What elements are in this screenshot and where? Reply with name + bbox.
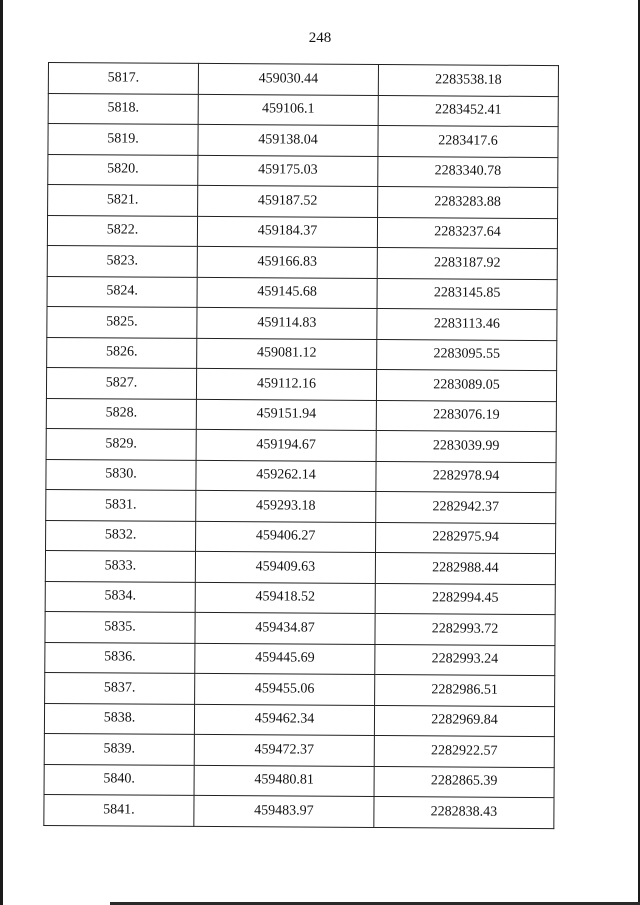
point-number-cell: 5832. xyxy=(46,520,196,551)
x-coordinate-cell: 459030.44 xyxy=(198,63,378,95)
table-row xyxy=(46,459,556,493)
x-coordinate-cell: 459112.16 xyxy=(196,368,376,400)
point-number-cell: 5826. xyxy=(47,337,197,368)
x-coordinate-cell: 459081.12 xyxy=(197,338,377,370)
x-coordinate-cell: 459462.34 xyxy=(194,704,374,736)
point-number-cell: 5824. xyxy=(47,276,197,307)
table-row xyxy=(46,398,556,432)
x-coordinate-cell: 459151.94 xyxy=(196,399,376,431)
x-coordinate-cell: 459145.68 xyxy=(197,277,377,309)
y-coordinate-cell: 2283340.78 xyxy=(378,156,558,188)
point-number-cell: 5830. xyxy=(46,459,196,490)
table-row xyxy=(48,124,558,158)
table-row xyxy=(45,642,555,676)
page-number: 248 xyxy=(308,30,332,46)
point-number-cell: 5822. xyxy=(47,215,197,246)
point-number-cell: 5831. xyxy=(46,489,196,520)
x-coordinate-cell: 459406.27 xyxy=(196,521,376,553)
table-row xyxy=(46,520,556,554)
table-row xyxy=(47,337,557,371)
y-coordinate-cell: 2282975.94 xyxy=(376,522,556,554)
x-coordinate-cell: 459138.04 xyxy=(198,124,378,156)
x-coordinate-cell: 459187.52 xyxy=(198,185,378,217)
y-coordinate-cell: 2283095.55 xyxy=(377,339,557,371)
table-row xyxy=(44,794,554,828)
table-row xyxy=(45,550,555,584)
x-coordinate-cell: 459483.97 xyxy=(194,795,374,827)
y-coordinate-cell: 2283538.18 xyxy=(378,65,558,97)
table-row xyxy=(44,764,554,798)
point-number-cell: 5827. xyxy=(46,367,196,398)
y-coordinate-cell: 2283145.85 xyxy=(377,278,557,310)
x-coordinate-cell: 459293.18 xyxy=(196,490,376,522)
x-coordinate-cell: 459184.37 xyxy=(197,216,377,248)
point-number-cell: 5828. xyxy=(46,398,196,429)
y-coordinate-cell: 2283283.88 xyxy=(378,187,558,219)
y-coordinate-cell: 2282988.44 xyxy=(375,553,555,585)
point-number-cell: 5834. xyxy=(45,581,195,612)
point-number-cell: 5840. xyxy=(44,764,194,795)
y-coordinate-cell: 2283113.46 xyxy=(377,309,557,341)
y-coordinate-cell: 2283187.92 xyxy=(377,248,557,280)
y-coordinate-cell: 2282969.84 xyxy=(374,705,554,737)
table-row xyxy=(47,306,557,340)
scan-edge-left xyxy=(0,0,3,905)
point-number-cell: 5818. xyxy=(48,93,198,124)
point-number-cell: 5839. xyxy=(44,733,194,764)
x-coordinate-cell: 459409.63 xyxy=(195,551,375,583)
y-coordinate-cell: 2282922.57 xyxy=(374,736,554,768)
point-number-cell: 5817. xyxy=(48,63,198,94)
table-row xyxy=(46,367,556,401)
y-coordinate-cell: 2282993.72 xyxy=(375,614,555,646)
x-coordinate-cell: 459455.06 xyxy=(195,673,375,705)
y-coordinate-cell: 2283417.6 xyxy=(378,126,558,158)
table-row xyxy=(46,428,556,462)
point-number-cell: 5819. xyxy=(48,124,198,155)
table-row xyxy=(44,703,554,737)
y-coordinate-cell: 2282978.94 xyxy=(376,461,556,493)
coordinates-table xyxy=(43,62,559,829)
table-row xyxy=(47,276,557,310)
x-coordinate-cell: 459472.37 xyxy=(194,734,374,766)
y-coordinate-cell: 2283452.41 xyxy=(378,95,558,127)
point-number-cell: 5837. xyxy=(45,672,195,703)
x-coordinate-cell: 459194.67 xyxy=(196,429,376,461)
table-row xyxy=(45,672,555,706)
coordinates-table-wrapper xyxy=(43,62,558,829)
table-row xyxy=(45,581,555,615)
point-number-cell: 5833. xyxy=(45,550,195,581)
y-coordinate-cell: 2283237.64 xyxy=(377,217,557,249)
table-row xyxy=(47,245,557,279)
x-coordinate-cell: 459166.83 xyxy=(197,246,377,278)
x-coordinate-cell: 459114.83 xyxy=(197,307,377,339)
x-coordinate-cell: 459445.69 xyxy=(195,643,375,675)
y-coordinate-cell: 2282865.39 xyxy=(374,766,554,798)
x-coordinate-cell: 459418.52 xyxy=(195,582,375,614)
point-number-cell: 5835. xyxy=(45,611,195,642)
y-coordinate-cell: 2282986.51 xyxy=(375,675,555,707)
y-coordinate-cell: 2282838.43 xyxy=(374,797,554,829)
point-number-cell: 5820. xyxy=(48,154,198,185)
point-number-cell: 5836. xyxy=(45,642,195,673)
coordinates-table-body xyxy=(44,63,559,829)
point-number-cell: 5821. xyxy=(48,185,198,216)
point-number-cell: 5829. xyxy=(46,428,196,459)
point-number-cell: 5823. xyxy=(47,245,197,276)
y-coordinate-cell: 2283076.19 xyxy=(376,400,556,432)
x-coordinate-cell: 459480.81 xyxy=(194,765,374,797)
table-row xyxy=(46,489,556,523)
y-coordinate-cell: 2283089.05 xyxy=(376,370,556,402)
table-row xyxy=(45,611,555,645)
point-number-cell: 5838. xyxy=(44,703,194,734)
table-row xyxy=(48,185,558,219)
y-coordinate-cell: 2282994.45 xyxy=(375,583,555,615)
x-coordinate-cell: 459434.87 xyxy=(195,612,375,644)
table-row xyxy=(48,63,558,97)
table-row xyxy=(47,215,557,249)
x-coordinate-cell: 459262.14 xyxy=(196,460,376,492)
y-coordinate-cell: 2282942.37 xyxy=(376,492,556,524)
table-row xyxy=(44,733,554,767)
x-coordinate-cell: 459175.03 xyxy=(198,155,378,187)
table-row xyxy=(48,93,558,127)
table-row xyxy=(48,154,558,188)
x-coordinate-cell: 459106.1 xyxy=(198,94,378,126)
y-coordinate-cell: 2282993.24 xyxy=(375,644,555,676)
point-number-cell: 5825. xyxy=(47,306,197,337)
y-coordinate-cell: 2283039.99 xyxy=(376,431,556,463)
point-number-cell: 5841. xyxy=(44,794,194,825)
